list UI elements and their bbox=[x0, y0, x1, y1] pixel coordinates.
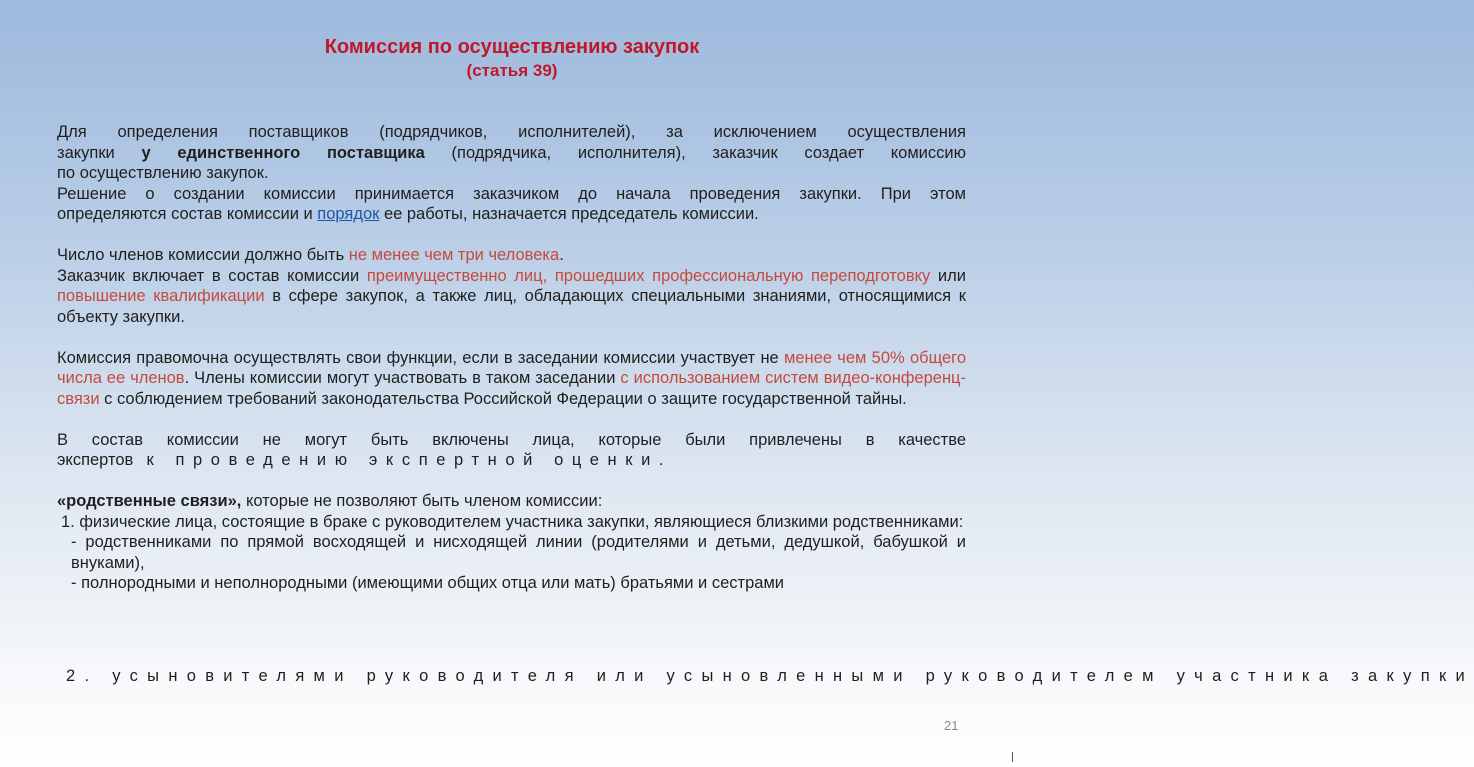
p7-rest: которые не позволяют быть членом комиссии: bbox=[241, 492, 603, 510]
kinship-term: «родственные связи», bbox=[57, 492, 242, 510]
qualification-upgrade-text: повышение квалификации bbox=[57, 287, 265, 305]
video-conference-text: с использованием систем видео-конференц-связи bbox=[57, 369, 967, 408]
min-members-text: не менее чем три человека bbox=[348, 246, 560, 264]
paragraph-experts-exclusion bbox=[57, 430, 966, 471]
p4-a: Заказчик включает в состав комиссии bbox=[57, 266, 367, 285]
p2-line-1: Решение о создании комиссии принимается заказчиком до начала проведения закупки. При этом bbox=[57, 184, 966, 203]
list-subitem-2: - полнородными и неполнородными (имеющими общих отца или мать) братьями и сестрами bbox=[71, 574, 785, 592]
p3-a: Число членов комиссии должно быть bbox=[57, 246, 349, 264]
single-supplier-text: у единственного поставщика bbox=[141, 143, 425, 162]
p6-line-1: В состав комиссии не могут быть включены лица, которые были привлечены в качестве bbox=[57, 430, 966, 449]
title-block bbox=[0, 34, 1024, 82]
paragraph-commission-decision bbox=[57, 184, 966, 225]
p1-l2a: закупки bbox=[57, 143, 142, 162]
p3-b: . bbox=[559, 246, 564, 264]
p4-c: в сфере закупок, а также лиц, обладающих специальными знаниями, относящимися к объекту закупки. bbox=[57, 287, 966, 326]
list-item-1: 1. физические лица, состоящие в браке с руководителем участника закупки, являющиеся близкими родственниками: bbox=[61, 512, 964, 531]
p5-a: Комиссия правомочна осуществлять свои функции, если в заседании комиссии участвует не bbox=[57, 348, 785, 367]
slide-body bbox=[57, 122, 966, 594]
p1-line-2 bbox=[57, 143, 966, 164]
paragraph-member-qualification bbox=[57, 266, 966, 328]
procedure-link[interactable]: порядок bbox=[317, 205, 380, 223]
p6-line-2 bbox=[57, 450, 966, 471]
paragraph-member-count bbox=[57, 245, 966, 266]
slide-title: Комиссия по осуществлению закупок bbox=[324, 36, 700, 58]
p2-l2b: ее работы, назначается председатель комиссии. bbox=[379, 205, 759, 223]
p2-line-2 bbox=[57, 204, 966, 225]
p1-l2c: (подрядчика, исполнителя), заказчик создает комиссию bbox=[424, 143, 966, 162]
p1-line-1: Для определения поставщиков (подрядчиков, исполнителей), за исключением осуществления bbox=[57, 123, 966, 141]
corner-mark bbox=[1012, 752, 1013, 762]
p6-l2b: к проведению экспертной оценки. bbox=[133, 451, 673, 469]
quorum-text: менее чем 50% общего числа ее членов bbox=[57, 348, 967, 387]
paragraph-quorum bbox=[57, 348, 966, 410]
p4-b: или bbox=[930, 266, 966, 285]
professional-retraining-text: преимущественно лиц, прошедших профессиональную переподготовку bbox=[366, 266, 931, 285]
p2-l2a: определяются состав комиссии и bbox=[57, 205, 318, 223]
page-number: 21 bbox=[944, 718, 959, 733]
paragraph-kinship bbox=[57, 491, 966, 512]
p5-b: . Члены комиссии могут участвовать в таком заседании bbox=[184, 369, 621, 387]
list-subitem-1: - родственниками по прямой восходящей и нисходящей линии (родителями и детьми, дедушкой, бабушкой и внуками), bbox=[71, 533, 966, 572]
p1-line-3: по осуществлению закупок. bbox=[57, 164, 269, 182]
list-item-2: 2. усыновителями руководителя или усыновленными руководителем участника закупки bbox=[66, 667, 1474, 685]
slide-subtitle: (статья 39) bbox=[466, 61, 558, 80]
paragraph-commission-purpose bbox=[57, 122, 966, 184]
p5-c: с соблюдением требований законодательства Российской Федерации о защите государственной тайны. bbox=[99, 389, 907, 408]
p6-l2a: экспертов bbox=[57, 451, 134, 469]
